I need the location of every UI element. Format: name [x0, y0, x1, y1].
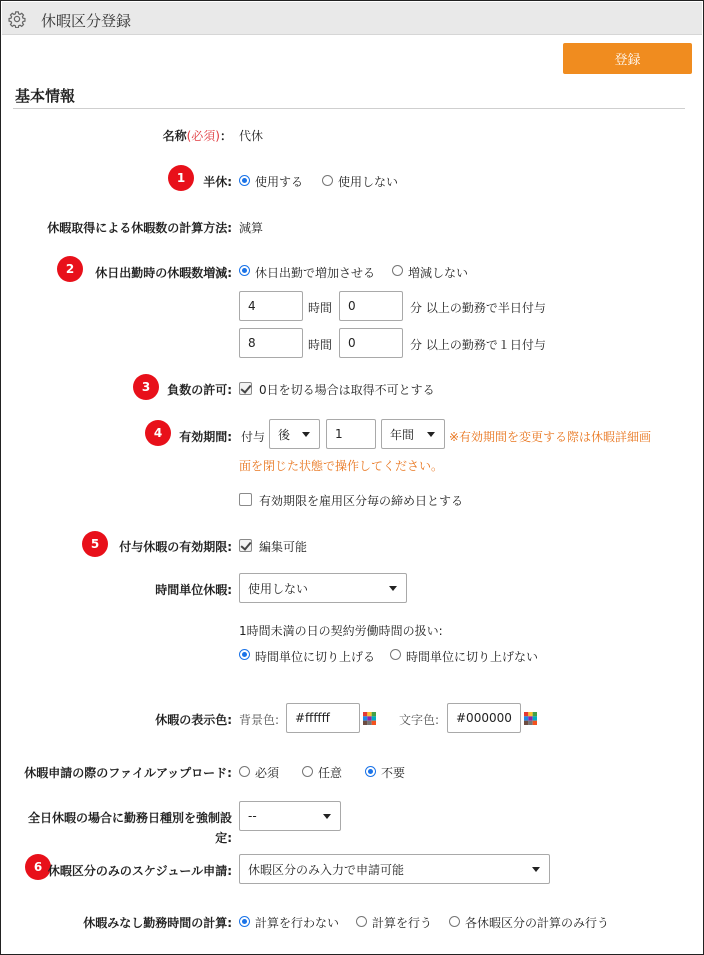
text-color-input[interactable]: #000000	[447, 703, 521, 733]
holiday-work-increase-radio[interactable]	[239, 265, 250, 276]
deemed-each-label[interactable]: 各休暇区分の計算のみ行う	[465, 916, 610, 930]
calc-method-value: 減算	[239, 221, 264, 235]
upload-required-label[interactable]: 必須	[255, 766, 280, 780]
round-up-label[interactable]: 時間単位に切り上げる	[255, 650, 376, 664]
schedule-request-select[interactable]	[239, 854, 550, 884]
validity-timing-value: 後	[278, 427, 291, 442]
chevron-down-icon	[427, 432, 435, 437]
schedule-request-label: 休暇区分のみのスケジュール申請:	[47, 864, 232, 878]
grant-expiry-label: 付与休暇の有効期限:	[119, 540, 232, 554]
full-grant-hours-unit: 時間	[308, 338, 333, 352]
half-day-label: 半休:	[203, 175, 232, 189]
display-color-label: 休暇の表示色:	[155, 713, 232, 727]
color-palette-icon[interactable]	[524, 712, 537, 725]
upload-optional-radio[interactable]	[302, 766, 313, 777]
validity-timing-select[interactable]	[269, 419, 320, 449]
color-palette-icon[interactable]	[363, 712, 376, 725]
half-grant-suffix: 分 以上の勤務で半日付与	[410, 301, 546, 315]
no-round-label[interactable]: 時間単位に切り上げない	[406, 650, 539, 664]
badge-6: 6	[25, 854, 51, 880]
schedule-request-value: 休暇区分のみ入力で申請可能	[248, 862, 405, 877]
deemed-no-calc-label[interactable]: 計算を行わない	[255, 916, 340, 930]
calc-method-label: 休暇取得による休暇数の計算方法:	[47, 221, 232, 235]
chevron-down-icon	[323, 814, 331, 819]
validity-warning-line1: ※有効期間を変更する際は休暇詳細画	[449, 430, 652, 444]
force-daytype-value: --	[248, 809, 257, 823]
badge-2: 2	[57, 256, 83, 282]
required-marker: (必須)	[186, 129, 220, 143]
deemed-no-calc-radio[interactable]	[239, 916, 250, 927]
name-label: 名称(必須)：	[162, 129, 232, 143]
deemed-hours-label: 休暇みなし勤務時間の計算:	[83, 916, 232, 930]
bg-color-label: 背景色:	[239, 713, 280, 727]
round-up-radio[interactable]	[239, 649, 250, 660]
name-value: 代休	[239, 129, 264, 143]
no-round-radio[interactable]	[390, 649, 401, 660]
deemed-each-radio[interactable]	[449, 916, 460, 927]
half-day-use-label[interactable]: 使用する	[255, 175, 304, 189]
upload-optional-label[interactable]: 任意	[318, 766, 343, 780]
validity-grant-label: 付与	[241, 430, 266, 444]
force-daytype-select[interactable]	[239, 801, 341, 831]
full-grant-suffix: 分 以上の勤務で１日付与	[410, 338, 546, 352]
half-grant-hours-unit: 時間	[308, 301, 333, 315]
badge-4: 4	[145, 420, 171, 446]
holiday-work-label: 休日出勤時の休暇数増減:	[95, 266, 232, 280]
negative-label: 負数の許可:	[167, 383, 232, 397]
grant-expiry-checkbox[interactable]	[239, 539, 252, 552]
full-grant-minutes-input[interactable]: 0	[339, 328, 403, 358]
section-title: 基本情報	[15, 87, 76, 105]
window-title: 休暇区分登録	[41, 12, 132, 30]
force-daytype-label-line2: 定:	[215, 831, 232, 845]
bg-color-input[interactable]: #ffffff	[286, 703, 360, 733]
chevron-down-icon	[389, 586, 397, 591]
validity-unit-select[interactable]	[381, 419, 445, 449]
holiday-work-increase-label[interactable]: 休日出勤で増加させる	[255, 266, 376, 280]
half-day-not-use-radio[interactable]	[322, 175, 333, 186]
validity-amount-input[interactable]: 1	[326, 419, 376, 449]
negative-checkbox-label[interactable]: 0日を切る場合は取得不可とする	[259, 383, 435, 397]
deemed-calc-label[interactable]: 計算を行う	[372, 916, 433, 930]
closing-date-checkbox-label[interactable]: 有効期限を雇用区分毎の締め日とする	[259, 494, 464, 508]
validity-warning-line2: 面を閉じた状態で操作してください。	[239, 459, 444, 473]
text-color-label: 文字色:	[399, 713, 440, 727]
force-daytype-label-line1: 全日休暇の場合に勤務日種別を強制設	[27, 811, 232, 825]
holiday-work-no-change-radio[interactable]	[392, 265, 403, 276]
grant-expiry-checkbox-label[interactable]: 編集可能	[259, 540, 308, 554]
chevron-down-icon	[532, 867, 540, 872]
full-grant-hours-input[interactable]: 8	[239, 328, 303, 358]
half-grant-minutes-input[interactable]: 0	[339, 291, 403, 321]
upload-none-radio[interactable]	[365, 766, 376, 777]
file-upload-label: 休暇申請の際のファイルアップロード:	[24, 766, 232, 780]
hourly-leave-value: 使用しない	[248, 581, 309, 596]
upload-required-radio[interactable]	[239, 766, 250, 777]
badge-1: 1	[168, 165, 194, 191]
title-bar	[2, 2, 702, 35]
negative-checkbox[interactable]	[239, 382, 252, 395]
chevron-down-icon	[302, 432, 310, 437]
upload-none-label[interactable]: 不要	[381, 766, 406, 780]
hourly-leave-label: 時間単位休暇:	[155, 583, 232, 597]
badge-3: 3	[133, 374, 159, 400]
deemed-calc-radio[interactable]	[356, 916, 367, 927]
half-day-not-use-label[interactable]: 使用しない	[338, 175, 399, 189]
half-grant-hours-input[interactable]: 4	[239, 291, 303, 321]
section-divider	[13, 108, 685, 109]
closing-date-checkbox[interactable]	[239, 493, 252, 506]
holiday-work-no-change-label[interactable]: 増減しない	[408, 266, 469, 280]
validity-unit-value: 年間	[390, 427, 415, 442]
validity-label: 有効期間:	[179, 430, 232, 444]
badge-5: 5	[82, 531, 108, 557]
hourly-leave-note: 1時間未満の日の契約労働時間の扱い:	[239, 624, 443, 638]
register-button[interactable]: 登録	[563, 43, 692, 74]
half-day-use-radio[interactable]	[239, 175, 250, 186]
gear-icon[interactable]	[8, 10, 26, 28]
hourly-leave-select[interactable]	[239, 573, 407, 603]
